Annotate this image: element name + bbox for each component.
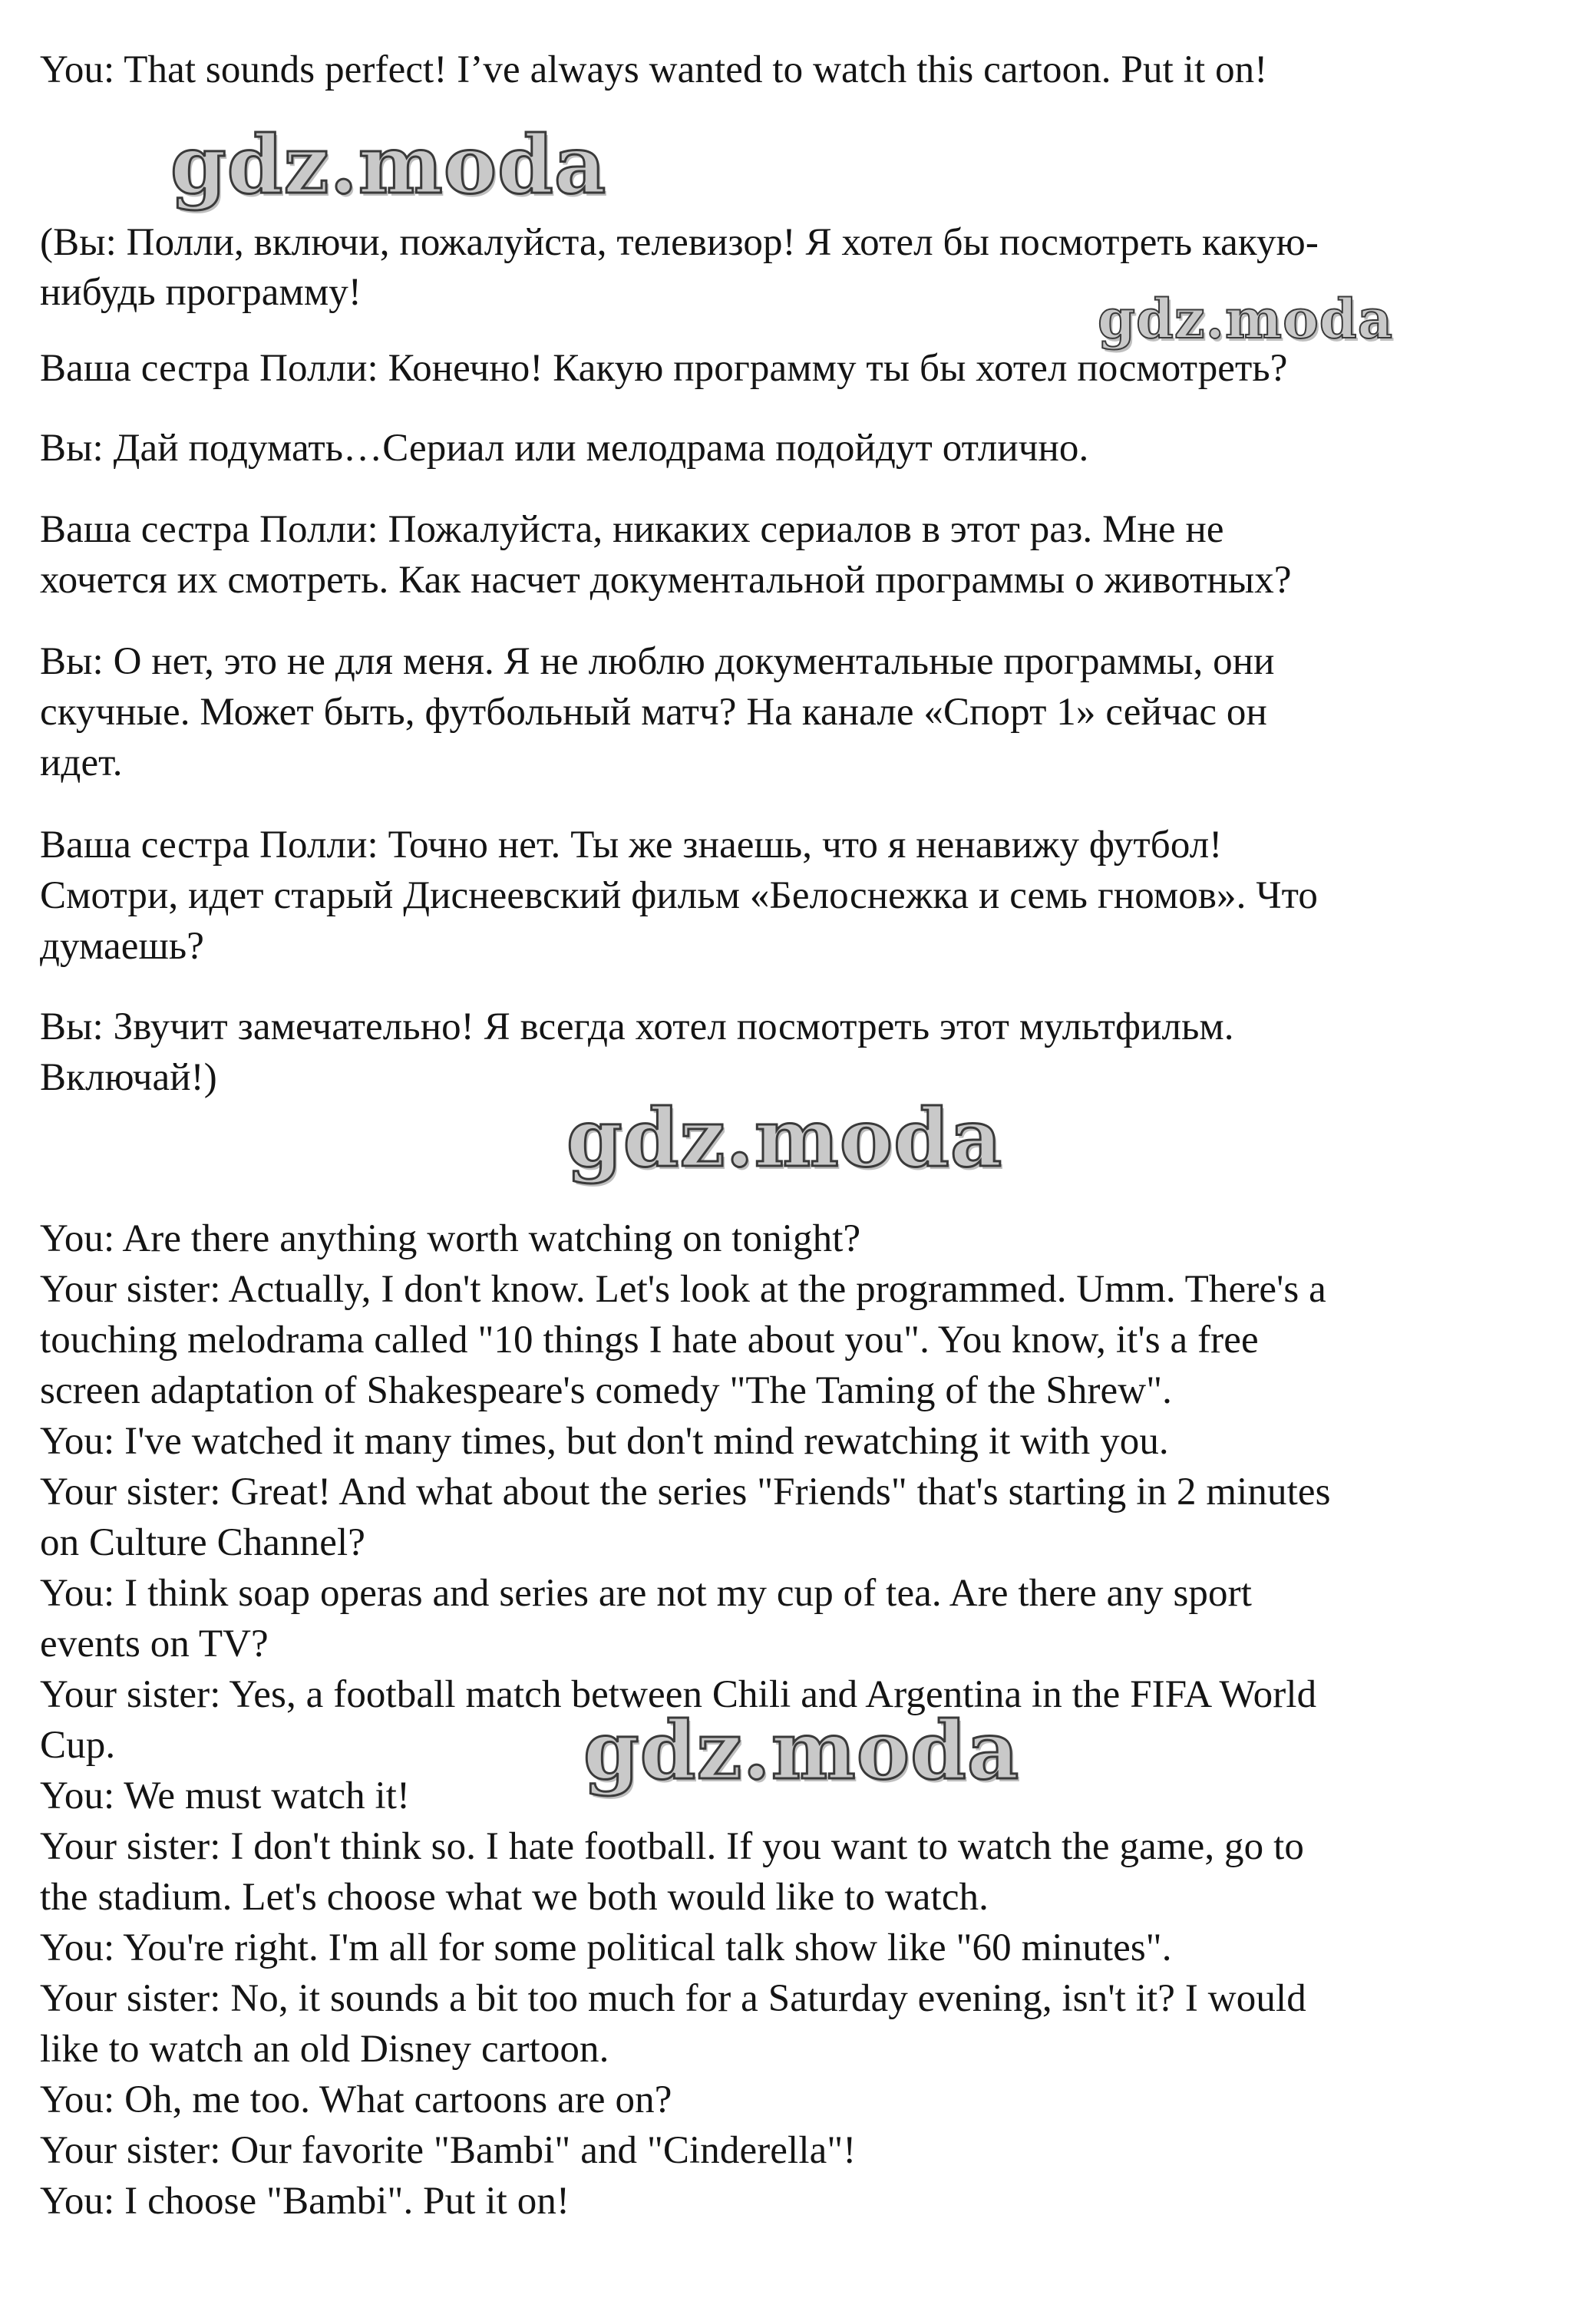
text-line: Ваша сестра Полли: Конечно! Какую программу ты бы хотел посмотреть? xyxy=(40,347,1288,390)
text-line: You: I think soap operas and series are not my cup of tea. Are there any sport xyxy=(40,1572,1252,1615)
text-line: You: That sounds perfect! I’ve always wanted to watch this cartoon. Put it on! xyxy=(40,48,1268,91)
text-line: думаешь? xyxy=(40,925,204,968)
text-line: You: Are there anything worth watching on tonight? xyxy=(40,1217,861,1260)
text-line: Your sister: Actually, I don't know. Let's look at the programmed. Umm. There's a xyxy=(40,1268,1326,1311)
text-line: Your sister: I don't think so. I hate football. If you want to watch the game, go to xyxy=(40,1825,1304,1868)
text-line: You: We must watch it! xyxy=(40,1774,411,1817)
text-line: Cup. xyxy=(40,1724,116,1767)
text-line: Your sister: Yes, a football match between Chili and Argentina in the FIFA World xyxy=(40,1673,1317,1716)
text-line: (Вы: Полли, включи, пожалуйста, телевизор! Я хотел бы посмотреть какую- xyxy=(40,221,1319,264)
watermark: gdz.moda xyxy=(566,1091,1003,1185)
watermark: gdz.moda xyxy=(170,117,607,212)
text-line: Your sister: No, it sounds a bit too much for a Saturday evening, isn't it? I would xyxy=(40,1977,1306,2020)
text-line: Ваша сестра Полли: Пожалуйста, никаких сериалов в этот раз. Мне не xyxy=(40,508,1224,551)
text-line: Вы: О нет, это не для меня. Я не люблю документальные программы, они xyxy=(40,640,1275,683)
text-line: on Culture Channel? xyxy=(40,1521,365,1564)
text-line: You: Oh, me too. What cartoons are on? xyxy=(40,2078,672,2121)
text-line: You: I've watched it many times, but don't mind rewatching it with you. xyxy=(40,1420,1169,1463)
text-line: You: I choose "Bambi". Put it on! xyxy=(40,2180,570,2223)
text-line: Вы: Дай подумать…Сериал или мелодрама подойдут отлично. xyxy=(40,427,1089,470)
watermark: gdz.moda xyxy=(1098,287,1394,351)
text-line: нибудь программу! xyxy=(40,271,362,314)
text-line: Ваша сестра Полли: Точно нет. Ты же знаешь, что я ненавижу футбол! xyxy=(40,824,1223,867)
text-line: touching melodrama called "10 things I hate about you". You know, it's a free xyxy=(40,1319,1259,1362)
text-line: хочется их смотреть. Как насчет документальной программы о животных? xyxy=(40,559,1292,602)
text-line: like to watch an old Disney cartoon. xyxy=(40,2028,609,2071)
text-line: Your sister: Our favorite "Bambi" and "Cinderella"! xyxy=(40,2129,857,2172)
text-line: Your sister: Great! And what about the series "Friends" that's starting in 2 minutes xyxy=(40,1471,1331,1514)
text-line: the stadium. Let's choose what we both would like to watch. xyxy=(40,1876,989,1919)
text-line: You: You're right. I'm all for some political talk show like "60 minutes". xyxy=(40,1926,1172,1969)
text-line: Смотри, идет старый Диснеевский фильм «Белоснежка и семь гномов». Что xyxy=(40,874,1318,917)
text-line: Вы: Звучит замечательно! Я всегда хотел посмотреть этот мультфильм. xyxy=(40,1005,1234,1048)
text-line: screen adaptation of Shakespeare's comedy "The Taming of the Shrew". xyxy=(40,1369,1172,1412)
watermark: gdz.moda xyxy=(583,1703,1020,1797)
text-line: Включай!) xyxy=(40,1056,217,1099)
text-line: идет. xyxy=(40,741,123,784)
text-line: скучные. Может быть, футбольный матч? На канале «Спорт 1» сейчас он xyxy=(40,691,1267,734)
text-line: events on TV? xyxy=(40,1623,269,1665)
